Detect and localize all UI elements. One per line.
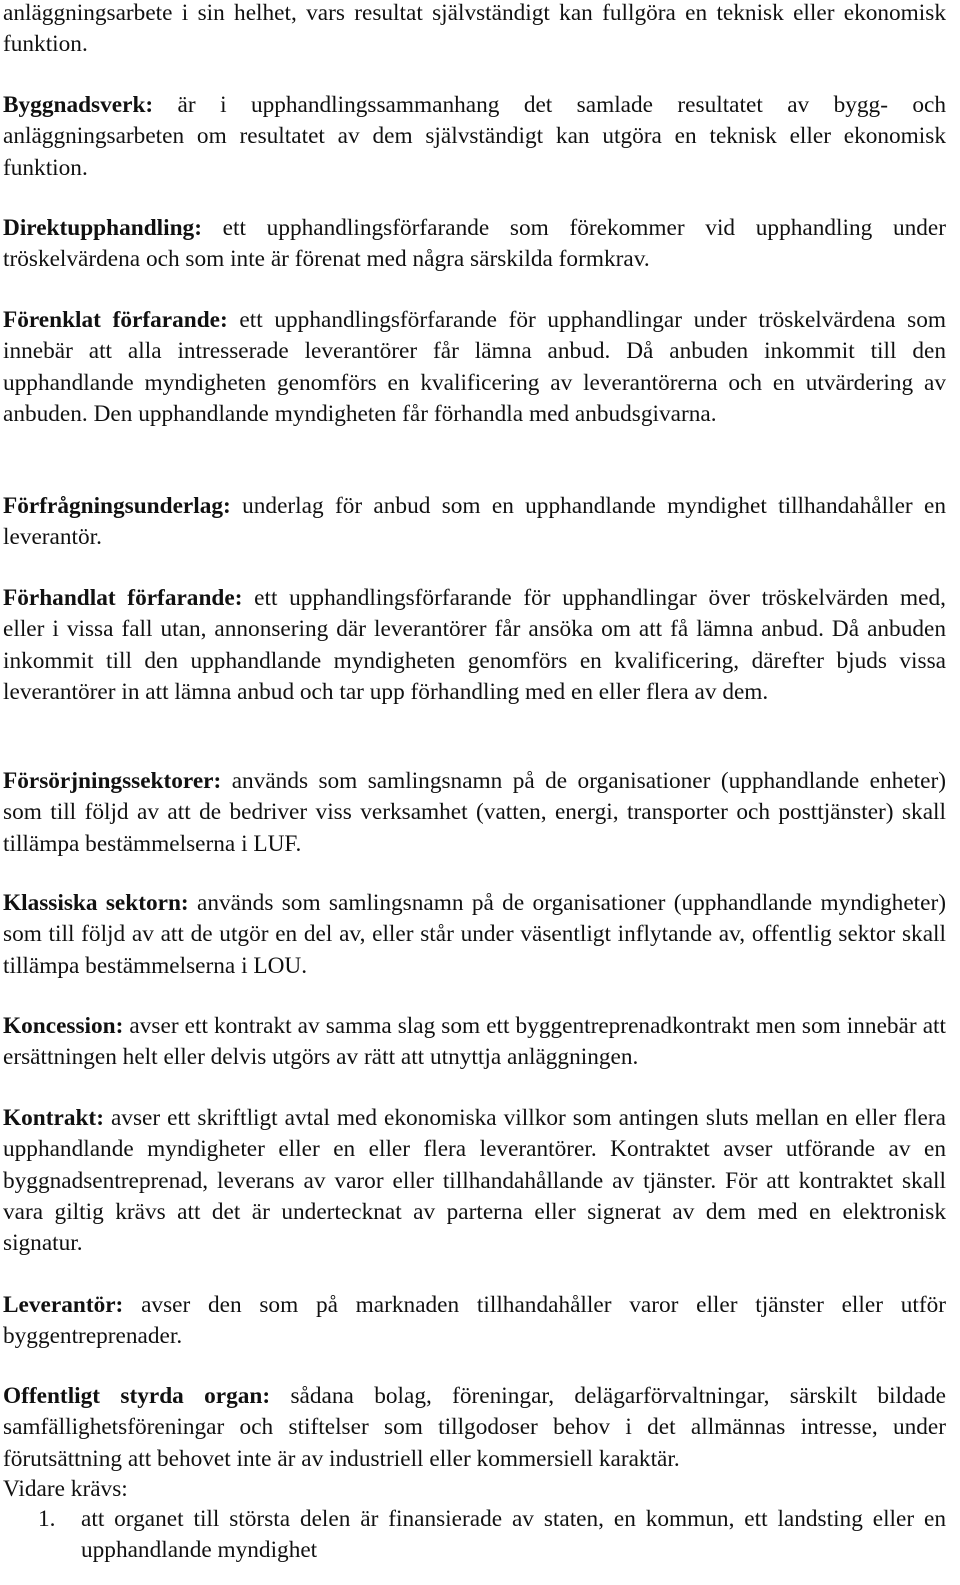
definition-klassiska-sektorn (3, 888, 946, 982)
definition-text: underlag för anbud som en upphandlande myndighet tillhandahåller en leverantör. (3, 493, 946, 551)
definition-leverantor (3, 1290, 946, 1353)
definition-text: ett upphandlingsförfarande som förekommer vid upphandling under tröskelvärdena och som inte är förenat med några särskilda formkrav. (3, 215, 946, 273)
definition-term: Offentligt styrda organ: (3, 1383, 271, 1409)
definition-offentligt-styrda-organ (3, 1381, 946, 1475)
definition-text: sådana bolag, föreningar, delägarförvaltningar, särskilt bildade samfällighetsföreningar och stiftelser som tillgodoser behov i det allmännas intresse, under förutsättning att behovet inte är av industriell eller kommersiell karaktär. (3, 1383, 946, 1472)
definition-term: Direktupphandling: (3, 215, 202, 241)
definition-term: Klassiska sektorn: (3, 890, 189, 916)
definition-text: ett upphandlingsförfarande för upphandlingar under tröskelvärdena som innebär att alla intresserade leverantörer får lämna anbud. Då anbuden inkommit till den upphandlande myndigheten genomförs en kvalificering av leverantörerna och en utvärdering av anbuden. Den upphandlande myndigheten får förhandla med anbudsgivarna. (3, 307, 946, 427)
definition-term: Leverantör: (3, 1292, 124, 1318)
definition-forfragningsunderlag (3, 491, 946, 554)
definition-text: avser ett skriftligt avtal med ekonomiska villkor som antingen sluts mellan en eller flera upphandlande myndigheter eller en eller flera leverantörer. Kontraktet avser utförande av en byggnadsentreprenad, leverans av varor eller tillhandahållande av tjänster. För att kontraktet skall vara giltig krävs att det är undertecknat av parterna eller signerat av dem med en elektronisk signatur. (3, 1105, 946, 1257)
definition-forenklat-forfarande (3, 305, 946, 430)
list-item-number: 1. (38, 1506, 56, 1532)
definition-text: är i upphandlingssammanhang det samlade resultatet av bygg- och anläggningsarbeten om resultatet av dem självständigt kan utgöra en teknisk eller ekonomisk funktion. (3, 92, 946, 181)
definition-text: används som samlingsnamn på de organisationer (upphandlande enheter) som till följd av att de bedriver viss verksamhet (vatten, energi, transporter och posttjänster) skall tillämpa bestämmelserna i LUF. (3, 768, 946, 857)
definition-text: används som samlingsnamn på de organisationer (upphandlande myndigheter) som till följd av att de utgör en del av, eller står under väsentligt inflytande av, offentlig sektor skall tillämpa bestämmelserna i LOU. (3, 890, 946, 979)
definition-term: Förenklat förfarande: (3, 307, 228, 333)
definition-term: Koncession: (3, 1013, 124, 1039)
definition-forsorjningssektorer (3, 766, 946, 860)
continuation-text: Vidare krävs: (3, 1476, 128, 1502)
paragraph-intro (3, 0, 946, 61)
definition-text: avser den som på marknaden tillhandahåller varor eller tjänster eller utför byggentreprenader. (3, 1292, 946, 1350)
definition-koncession (3, 1011, 946, 1074)
definition-term: Förfrågningsunderlag: (3, 493, 231, 519)
definition-byggnadsverk (3, 90, 946, 184)
definition-direktupphandling (3, 213, 946, 276)
definition-text: ett upphandlingsförfarande för upphandlingar över tröskelvärden med, eller i vissa fall utan, annonsering där leverantörer får ansöka om att få lämna anbud. Då anbuden inkommit till den upphandlande myndigheten genomförs en kvalificering, därefter bjuds vissa leverantörer in att lämna anbud och tar upp förhandling med en eller flera av dem. (3, 585, 946, 705)
list-item-text: att organet till största delen är finansierade av staten, en kommun, ett landsting eller en upphandlande myndighet (81, 1506, 946, 1564)
definition-text: avser ett kontrakt av samma slag som ett byggentreprenadkontrakt men som innebär att ersättningen helt eller delvis utgörs av rätt att utnyttja anläggningen. (3, 1013, 946, 1071)
definition-kontrakt (3, 1103, 946, 1259)
list-item (0, 1504, 960, 1568)
definition-term: Försörjningssektorer: (3, 768, 222, 794)
definition-term: Byggnadsverk: (3, 92, 154, 118)
definition-term: Förhandlat förfarande: (3, 585, 243, 611)
definition-forhandlat-forfarande (3, 583, 946, 708)
definition-term: Kontrakt: (3, 1105, 104, 1131)
paragraph-text: anläggningsarbete i sin helhet, vars resultat självständigt kan fullgöra en teknisk eller ekonomisk funktion. (3, 0, 946, 58)
